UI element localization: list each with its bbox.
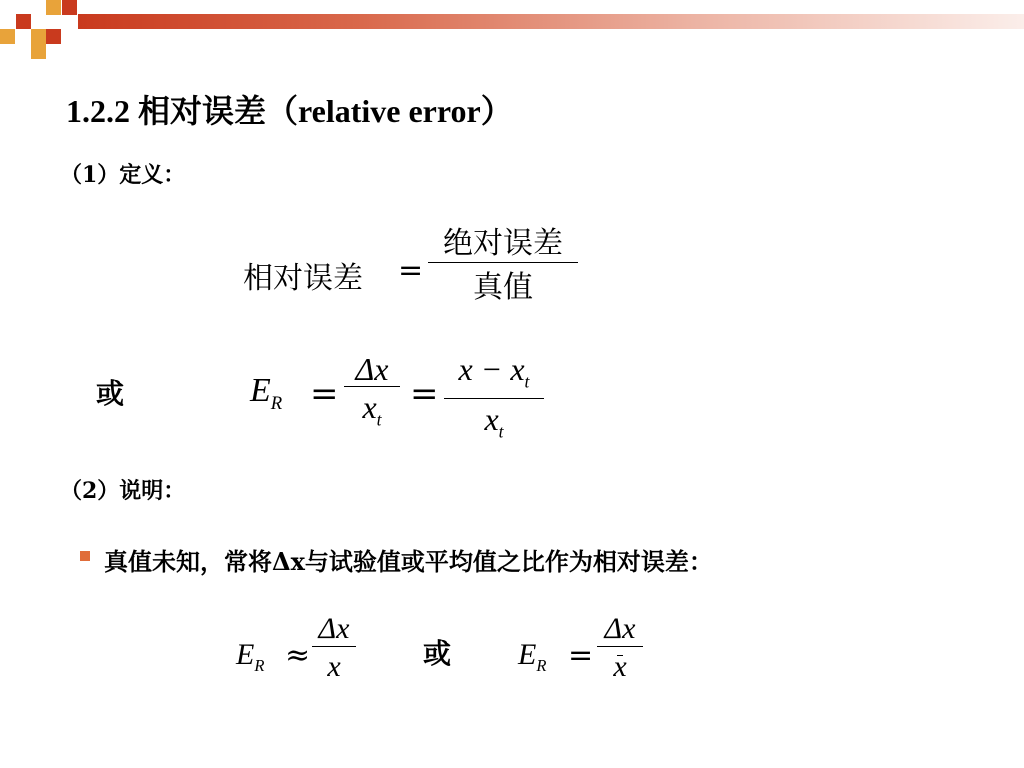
- explanation-heading: （2）说明：: [60, 478, 186, 504]
- approx-sign: ≈: [285, 638, 311, 673]
- header-gradient-bar: [78, 14, 1024, 29]
- denominator: [613, 647, 626, 687]
- header-decoration: [0, 0, 1024, 60]
- deco-square: [62, 0, 77, 15]
- relative-error-symbol: [236, 638, 264, 676]
- t-subscript: t: [498, 421, 504, 442]
- x-variable: x: [484, 401, 499, 438]
- numerator: Δx: [318, 612, 350, 645]
- equals-sign: =: [410, 374, 439, 414]
- definition-heading: （1）定义：: [60, 162, 186, 188]
- denominator: x: [327, 650, 341, 683]
- bullet-icon: [80, 551, 90, 561]
- relative-error-symbol: [250, 372, 282, 415]
- e-symbol: E: [250, 372, 271, 409]
- numerator: Δx: [604, 612, 636, 645]
- equals-sign: =: [568, 638, 594, 673]
- deco-square: [0, 29, 15, 44]
- fraction: [597, 612, 643, 687]
- x-minus-x: x − x: [458, 351, 525, 387]
- relative-error-symbol: [518, 638, 546, 676]
- r-subscript: R: [254, 656, 265, 675]
- x-mean-variable: x: [613, 650, 627, 683]
- denominator: 真值: [473, 270, 533, 305]
- fraction-line: [428, 262, 578, 263]
- e-symbol: E: [518, 638, 537, 671]
- numerator: Δx: [355, 351, 389, 387]
- fraction: [428, 226, 578, 307]
- t-subscript: t: [376, 409, 382, 430]
- formula-lhs: 相对误差: [243, 261, 363, 296]
- bullet-text: 真值未知，常将Δx与试验值或平均值之比作为相对误差：: [104, 547, 713, 576]
- equals-sign: =: [310, 374, 339, 414]
- deco-square: [31, 44, 46, 59]
- fraction: [444, 352, 544, 452]
- e-symbol: E: [236, 638, 255, 671]
- fraction: [344, 352, 400, 439]
- t-subscript: t: [524, 371, 530, 392]
- deco-square: [31, 29, 46, 44]
- deco-square: [46, 0, 61, 15]
- deco-square: [16, 14, 31, 29]
- numerator: [459, 352, 530, 398]
- denominator: [484, 399, 503, 451]
- denominator: [362, 387, 381, 439]
- x-variable: x: [362, 389, 377, 425]
- or-label: 或: [423, 637, 452, 670]
- r-subscript: R: [536, 656, 547, 675]
- mean-bar: [617, 655, 622, 656]
- slide-title: 1.2.2 相对误差（relative error）: [66, 93, 513, 129]
- fraction: [312, 612, 356, 687]
- numerator: 绝对误差: [443, 226, 563, 261]
- r-subscript: R: [270, 392, 283, 414]
- or-label: 或: [96, 377, 125, 410]
- deco-square: [46, 29, 61, 44]
- equals-sign: =: [398, 253, 424, 288]
